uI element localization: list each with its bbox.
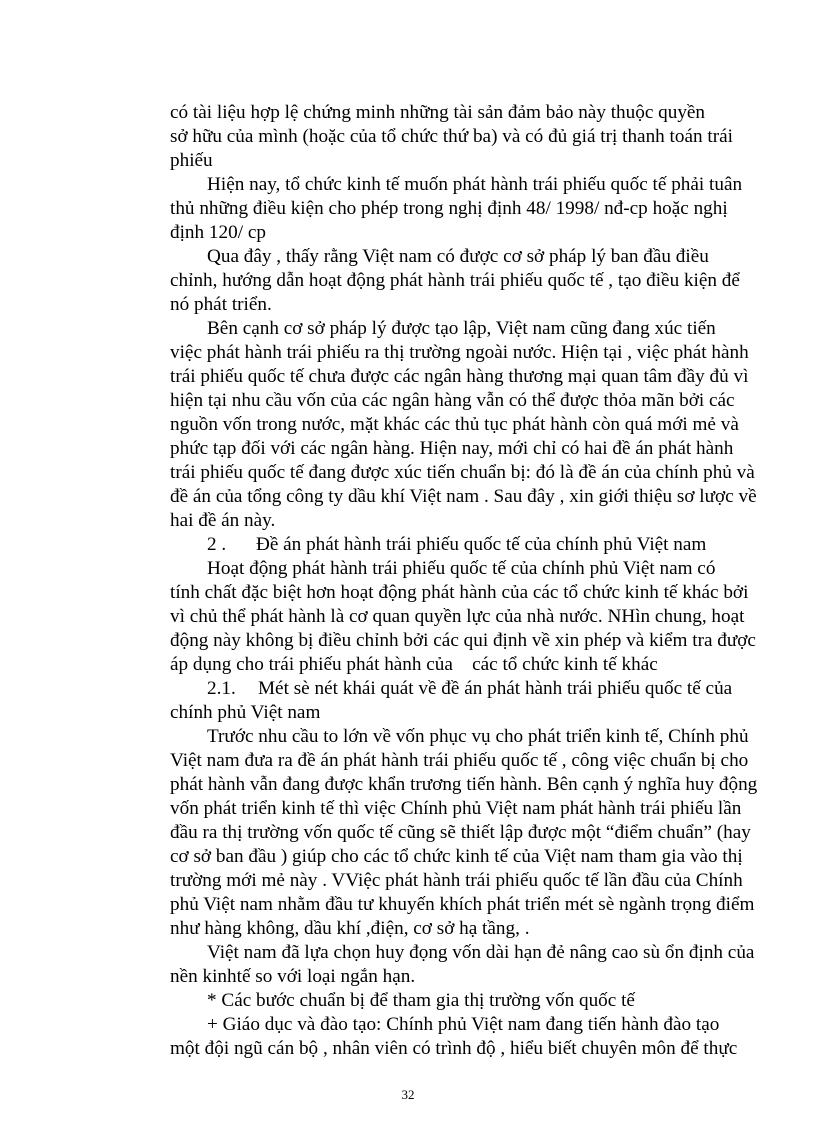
text-line: phủ Việt nam nhằm đầu tư khuyến khích phát triển mét sè ngành trọng điểm [170,894,755,915]
text-line: * Các bước chuẩn bị để tham gia thị trường vốn quốc tế [207,990,635,1011]
text-line: hai đề án này. [170,510,276,531]
text-line: một đội ngũ cán bộ , nhân viên có trình độ , hiểu biết chuyên môn để thực [170,1038,738,1059]
text-line: như hàng không, dầu khí ,điện, cơ sở hạ tầng, . [170,918,530,939]
text-line: hiện tại nhu cầu vốn của các ngân hàng vẫn có thể được thỏa mãn bởi các [170,390,735,411]
text-line: định 120/ cp [170,222,266,243]
text-line: có tài liệu hợp lệ chứng minh những tài sản đảm bảo này thuộc quyền [170,102,706,123]
text-line: Trước nhu cầu to lớn về vốn phục vụ cho phát triển kinh tế, Chính phủ [207,726,749,747]
text-line: chỉnh, hướng dẫn hoạt động phát hành trái phiếu quốc tế , tạo điều kiện để [170,270,740,291]
text-line: vì chủ thể phát hành là cơ quan quyền lực của nhà nước. NHìn chung, hoạt [170,606,745,627]
text-line: trái phiếu quốc tế chưa được các ngân hàng thương mại quan tâm đầy đủ vì [170,366,749,387]
section-heading: Mét sè nét khái quát về đề án phát hành trái phiếu quốc tế của [258,678,733,699]
text-line: động này không bị điều chỉnh bởi các qui định về xin phép và kiểm tra được [170,630,756,651]
text-line: việc phát hành trái phiếu ra thị trường ngoài nước. Hiện tại , việc phát hành [170,342,749,363]
page-number: 32 [401,1087,415,1102]
text-line: nó phát triển. [170,294,272,315]
section-number: 2.1. [207,678,236,699]
text-line: nguồn vốn trong nước, mặt khác các thủ tục phát hành còn quá mới mẻ và [170,414,739,435]
text-line: Bên cạnh cơ sở pháp lý được tạo lập, Việt nam cũng đang xúc tiến [207,318,716,339]
text-line: sở hữu của mình (hoặc của tổ chức thứ ba) và có đủ giá trị thanh toán trái [170,126,733,147]
text-line: tính chất đặc biệt hơn hoạt động phát hành của các tổ chức kinh tế khác bởi [170,582,749,603]
text-line: đề án của tổng công ty dầu khí Việt nam . Sau đây , xin giới thiệu sơ lược về [170,486,757,507]
text-line: phiếu [170,150,213,171]
text-line: nền kinhtế so với loại ngắn hạn. [170,966,416,987]
text-line: áp dụng cho trái phiếu phát hành của các tổ chức kinh tế khác [170,654,658,675]
text-line: trường mới mẻ này . VViệc phát hành trái phiếu quốc tế lần đầu của Chính [170,870,743,891]
text-line: đầu ra thị trường vốn quốc tế cũng sẽ thiết lập được một “điểm chuẩn” (hay [170,822,751,843]
text-line: cơ sở ban đầu ) giúp cho các tổ chức kinh tế của Việt nam tham gia vào thị [170,846,743,867]
text-line: + Giáo dục và đào tạo: Chính phủ Việt nam đang tiến hành đào tạo [207,1014,720,1035]
text-line: Hoạt động phát hành trái phiếu quốc tế của chính phủ Việt nam có [207,558,716,579]
text-line: thủ những điều kiện cho phép trong nghị định 48/ 1998/ nđ-cp hoặc nghị [170,198,728,219]
text-line: vốn phát triển kinh tế thì việc Chính phủ Việt nam phát hành trái phiếu lần [170,798,742,819]
text-line: Việt nam đưa ra đề án phát hành trái phiếu quốc tế , công việc chuẩn bị cho [170,750,749,771]
text-line: Hiện nay, tổ chức kinh tế muốn phát hành trái phiếu quốc tế phải tuân [207,174,743,195]
text-line: Việt nam đã lựa chọn huy đọng vốn dài hạn đẻ nâng cao sù ổn định của [207,942,755,963]
text-line: phức tạp đối với các ngân hàng. Hiện nay, mới chỉ có hai đề án phát hành [170,438,734,459]
text-line: phát hành vẫn đang được khẩn trương tiến hành. Bên cạnh ý nghĩa huy động [170,774,758,795]
text-line: Qua đây , thấy rằng Việt nam có được cơ sở pháp lý ban đầu điều [207,246,709,267]
text-line: trái phiếu quốc tế đang được xúc tiến chuẩn bị: đó là đề án của chính phủ và [170,462,755,483]
section-number: 2 . [207,534,227,555]
section-heading: Đề án phát hành trái phiếu quốc tế của chính phủ Việt nam [256,534,707,555]
section-heading: chính phủ Việt nam [170,702,321,723]
